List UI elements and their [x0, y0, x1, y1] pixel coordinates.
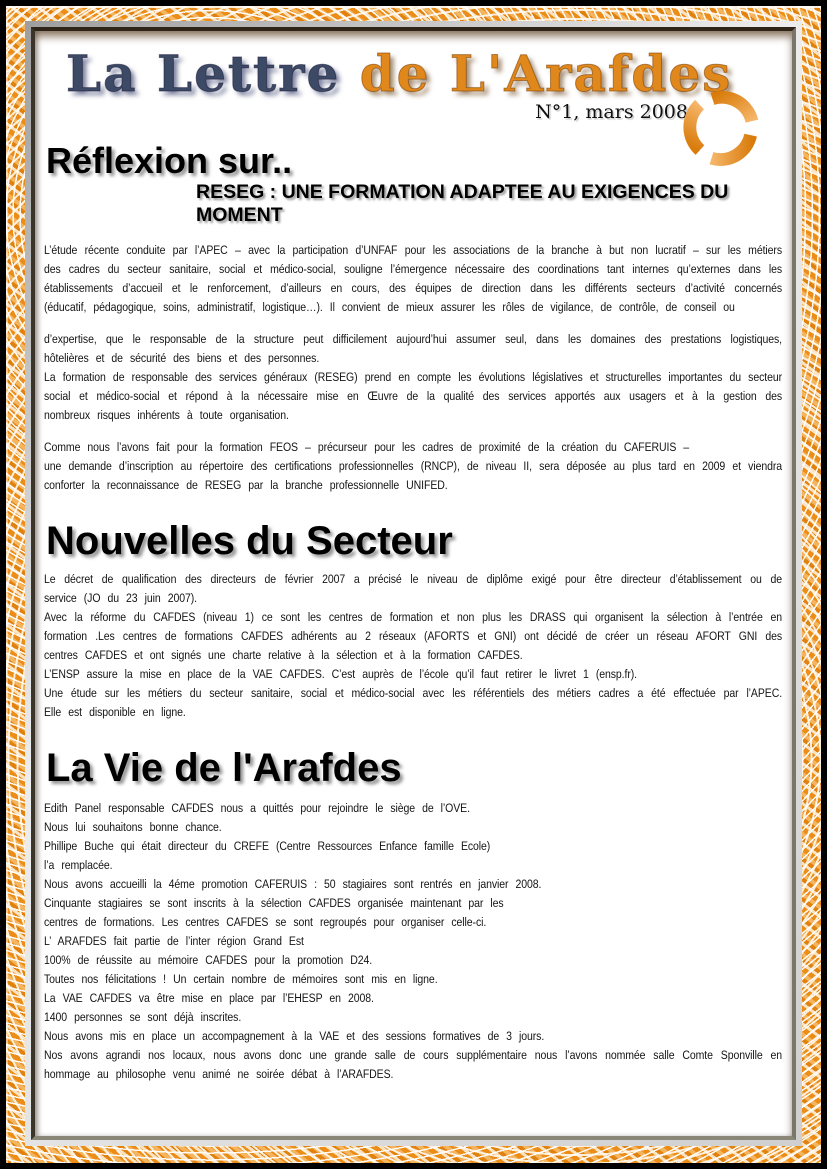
masthead: [40, 37, 784, 123]
paragraph: Nous avons accueilli la 4éme promotion CAFERUIS : 50 stagiaires sont rentrés en janvier 2008.: [44, 876, 542, 891]
paragraph: Nous lui souhaitons bonne chance.: [44, 819, 222, 834]
paragraph: l’a remplacée.: [44, 857, 113, 872]
paragraph: Cinquante stagiaires se sont inscrits à la sélection CAFDES organisée maintenant par les: [44, 895, 504, 910]
arafdes-swirl-logo: [678, 81, 764, 175]
section-vie: [44, 746, 782, 1084]
newsletter-body: [40, 141, 784, 1084]
paragraph: centres de formations. Les centres CAFDES se sont regroupés pour organiser celle-ci.: [44, 914, 487, 929]
paragraph: d’expertise, que le responsable de la structure peut difficilement aujourd’hui assumer seul, dans les domaines des prestations logistiques, hôtelières et de sécurité des biens et des personnes.: [44, 332, 783, 366]
paragraph: Comme nous l’avons fait pour la formation FEOS – précurseur pour les cadres de proximité de la création du CAFERUIS –: [44, 440, 690, 455]
paragraph: Une étude sur les métiers du secteur sanitaire, social et médico-social avec les référentiels des métiers cadres a été effectuée par l’APEC. Elle est disponible en ligne.: [44, 686, 783, 720]
paragraph: Nos avons agrandi nos locaux, nous avons donc une grande salle de cours supplémentaire nous l’avons nommée salle Comte Sponville en hommage au philosophe venu animé ne soirée débat à l’ARAFDES.: [44, 1047, 783, 1081]
paragraph: La formation de responsable des services généraux (RESEG) prend en compte les évolutions législatives et structurelles importantes du secteur social et médico-social et répond à la nécessaire mise en Œuvre de la qualité des services apportés aux usagers et à la gestion des nombreux risques inhérents à toute organisation.: [44, 370, 783, 423]
paragraph: L’ENSP assure la mise en place de la VAE CAFDES. C’est auprès de l’école qu’il faut retirer le livret 1 (ensp.fr).: [44, 667, 637, 682]
paragraph: Phillipe Buche qui était directeur du CREFE (Centre Ressources Enfance famille Ecole): [44, 838, 491, 853]
section-text: [44, 799, 782, 1084]
section-text: [44, 570, 782, 722]
paragraph: Toutes nos félicitations ! Un certain nombre de mémoires sont mis en ligne.: [44, 971, 438, 986]
section-heading: Réflexion sur..: [46, 140, 293, 181]
title-part-blue: La Lettre: [66, 44, 360, 103]
section-heading: La Vie de l'Arafdes: [46, 746, 402, 791]
decorative-orange-border: [6, 6, 821, 1163]
paragraph: L’étude récente conduite par l’APEC – avec la participation d’UNFAF pour les associations de la branche à but non lucratif – sur les métiers des cadres du secteur sanitaire, social et médico-social, souligne l’émergence nécessaire des coordinations tant internes qu’externes dans les établissements d’accueil et le renforcement, d’ailleurs en cours, des équipes de direction dans les différents secteurs d’activité concernés (éducatif, pédagogique, soins, administratif, logistique…). Il convient de mieux assurer les rôles de vigilance, de contrôle, de conseil ou: [44, 243, 783, 315]
paragraph: L’ ARAFDES fait partie de l’inter région Grand Est: [44, 933, 304, 948]
section-nouvelles: [44, 519, 782, 722]
section-reflexion: [44, 141, 782, 495]
border-bevel: [25, 21, 802, 1146]
section-text: [44, 241, 782, 495]
paragraph: Avec la réforme du CAFDES (niveau 1) ce sont les centres de formation et non plus les DRASS qui organisent la sélection à l’entrée en formation .Les centres de formations CAFDES adhérents au 2 réseaux (AFORTS et GNI) ont décidé de créer un réseau AFORT GNI des centres CAFDES et ont signés une charte relative à la sélection et à la formation CAFDES.: [44, 610, 783, 663]
paragraph: Le décret de qualification des directeurs de février 2007 a précisé le niveau de diplôme exigé pour être directeur d’établissement ou de service (JO du 23 juin 2007).: [44, 572, 783, 606]
paragraph: Nous avons mis en place un accompagnement à la VAE et des sessions formatives de 3 jours.: [44, 1028, 545, 1043]
paragraph: La VAE CAFDES va être mise en place par l’EHESP en 2008.: [44, 990, 374, 1005]
section-heading: Nouvelles du Secteur: [46, 519, 453, 564]
issue-date: N°1, mars 2008: [535, 101, 688, 123]
paragraph: 1400 personnes se sont déjà inscrites.: [44, 1009, 242, 1024]
newsletter-page: [31, 27, 796, 1140]
title-part-orange: de L'Arafdes: [359, 44, 733, 103]
paragraph: une demande d’inscription au répertoire des certifications professionnelles (RNCP), de niveau II, sera déposée au plus tard en 2009 et viendra conforter la reconnaissance de RESEG par la branche professionnelle UNIFED.: [44, 459, 783, 493]
paragraph: Edith Panel responsable CAFDES nous a quittés pour rejoindre le siège de l’OVE.: [44, 800, 470, 815]
section-subheading: RESEG : UNE FORMATION ADAPTEE AU EXIGENCES DU MOMENT: [196, 181, 729, 227]
newsletter-title: [66, 44, 784, 103]
paragraph: 100% de réussite au mémoire CAFDES pour la promotion D24.: [44, 952, 373, 967]
